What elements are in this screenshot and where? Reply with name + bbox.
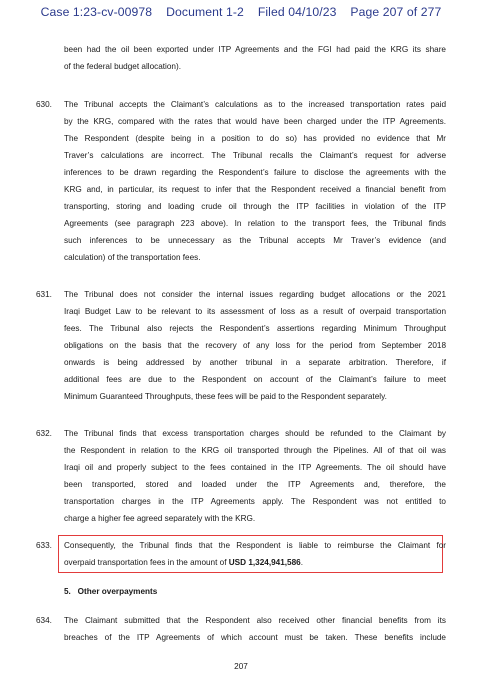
paragraph-number: 631. — [36, 290, 52, 299]
paragraph-line: The Tribunal finds that excess transportation charges should be refunded to the Claimant by — [64, 429, 446, 438]
court-filing-header — [0, 5, 482, 19]
paragraph-line: charge a higher fee agreed separately with the KRG. — [64, 514, 256, 523]
document-number: Document 1-2 — [166, 5, 244, 19]
paragraph-number: 630. — [36, 100, 52, 109]
filed-date: Filed 04/10/23 — [257, 5, 337, 19]
paragraph-line: obligations on the basis that the recovery of any loss for the period from September 2018 — [64, 341, 446, 350]
paragraph-line: The Tribunal does not consider the internal issues regarding budget allocations or the 2021 — [64, 290, 446, 299]
paragraph-number: 634. — [36, 616, 52, 625]
paragraph-line: Iraqi oil and properly subject to the fees contained in the ITP Agreements. The oil should have — [64, 463, 446, 472]
paragraph-line: Traver’s calculations are incorrect. The Tribunal recalls the Claimant’s request for adverse — [64, 151, 446, 160]
paragraph-number: 633. — [36, 541, 52, 550]
paragraph-line: additional fees are due to the Respondent on account of the Claimant’s failure to meet — [64, 375, 446, 384]
paragraph-line: The Respondent (despite being in a position to do so) has provided no evidence that Mr — [64, 134, 446, 143]
intro-line: of the federal budget allocation). — [64, 62, 181, 71]
paragraph-line: breaches of the ITP Agreements of which account must be taken. These benefits include — [64, 633, 446, 642]
reimbursement-amount: USD 1,324,941,586 — [228, 558, 301, 567]
paragraph-text: overpaid transportation fees in the amount of — [64, 558, 229, 567]
paragraph-line: calculation) of the transportation fees. — [64, 253, 201, 262]
paragraph-line: been transported, stored and loaded under the ITP Agreements and, therefore, the — [64, 480, 446, 489]
paragraph-line: inferences to be drawn regarding the Respondent’s failure to disclose the agreements with the — [64, 168, 446, 177]
paragraph-line: the Respondent in relation to the KRG oil transported through the Pipelines. All of that oil was — [64, 446, 446, 455]
paragraph-line: The Claimant submitted that the Respondent also received other financial benefits from its — [64, 616, 446, 625]
paragraph-number: 632. — [36, 429, 52, 438]
paragraph-line-amount — [64, 558, 446, 568]
paragraph-line: transportation charges in the ITP Agreements apply. The Respondent was not entitled to — [64, 497, 446, 506]
paragraph-line: The Tribunal accepts the Claimant’s calculations as to the increased transportation rates paid — [64, 100, 446, 109]
intro-line: been had the oil been exported under ITP Agreements and the FGI had paid the KRG its share — [64, 45, 446, 54]
paragraph-line: onwards is being addressed by another tribunal in a separate arbitration. Therefore, if — [64, 358, 446, 367]
page-number-footer: 207 — [234, 662, 248, 671]
paragraph-line: Minimum Guaranteed Throughputs, these fees will be paid to the Respondent separately. — [64, 392, 387, 401]
paragraph-line: fees. The Tribunal also rejects the Respondent’s assertions regarding Minimum Throughput — [64, 324, 446, 333]
section-title: Other overpayments — [77, 587, 158, 596]
paragraph-line: Iraqi Budget Law to be relevant to its assessment of loss as a result of overpaid transportation — [64, 307, 446, 316]
case-number: Case 1:23-cv-00978 — [40, 5, 153, 19]
paragraph-line: Agreements (see paragraph 223 above). In relation to the transport fees, the Tribunal finds — [64, 219, 446, 228]
section-heading — [64, 587, 446, 597]
paragraph-line: by the KRG, compared with the rates that would have been charged under the ITP Agreements. — [64, 117, 446, 126]
paragraph-line: KRG and, in particular, its request to infer that the Respondent received a financial benefit from — [64, 185, 446, 194]
paragraph-line: transporting, storing and loading crude oil through the ITP facilities in violation of the ITP — [64, 202, 446, 211]
paragraph-line: such inferences to be unnecessary as the Tribunal accepts Mr Traver’s evidence (and — [64, 236, 446, 245]
paragraph-line: Consequently, the Tribunal finds that the Respondent is liable to reimburse the Claimant for — [64, 541, 446, 550]
section-number: 5. — [64, 587, 71, 596]
sentence-period: . — [300, 558, 303, 567]
page-count: Page 207 of 277 — [350, 5, 442, 19]
